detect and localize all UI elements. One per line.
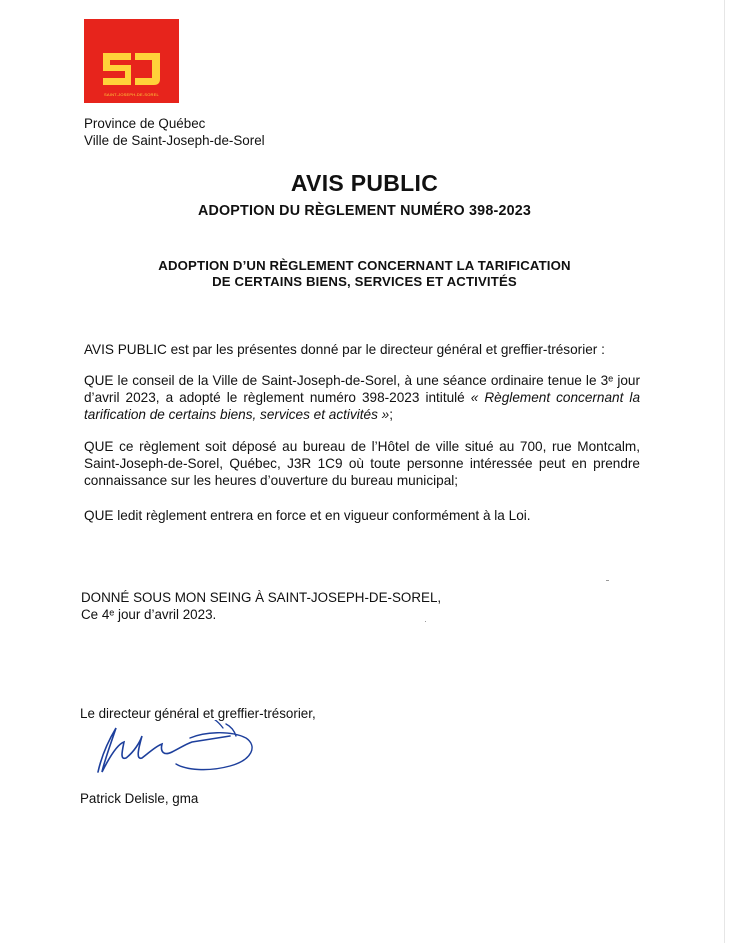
signatory-role: Le directeur général et greffier-trésorier, <box>80 706 316 721</box>
adoption-paragraph-text: QUE le conseil de la Ville de Saint-Joseph-de-Sorel, à une séance ordinaire tenue le 3ᵉ jour d’avril 2023, a adopté le règlement numéro 398-2023 intitulé <box>84 373 640 405</box>
sj-monogram-icon <box>84 19 179 103</box>
scan-speck <box>425 621 426 622</box>
notice-title: AVIS PUBLIC <box>290 170 439 196</box>
notice-heading-line-2: DE CERTAINS BIENS, SERVICES ET ACTIVITÉS <box>212 274 517 289</box>
province-label: Province de Québec <box>84 116 206 131</box>
deposit-paragraph: QUE ce règlement soit déposé au bureau de l’Hôtel de ville situé au 700, rue Montcalm, Saint-Joseph-de-Sorel, Québec, J3R 1C9 où toute personne intéressée peut en prendre connaissance sur les heures d’ouverture du bureau municipal; <box>84 439 640 488</box>
given-date: Ce 4ᵉ jour d’avril 2023. <box>81 607 217 622</box>
adoption-paragraph <box>84 373 640 423</box>
page-edge <box>724 0 725 943</box>
city-label: Ville de Saint-Joseph-de-Sorel <box>84 133 265 148</box>
given-under-seal: DONNÉ SOUS MON SEING À SAINT-JOSEPH-DE-SOREL, <box>81 590 442 605</box>
scan-speck <box>606 580 609 581</box>
notice-subtitle: ADOPTION DU RÈGLEMENT NUMÉRO 398-2023 <box>197 203 532 219</box>
notice-heading-line-1: ADOPTION D’UN RÈGLEMENT CONCERNANT LA TARIFICATION <box>158 258 571 273</box>
intro-paragraph: AVIS PUBLIC est par les présentes donné par le directeur général et greffier-trésorier : <box>84 342 605 357</box>
logo-caption: SAINT-JOSEPH-DE-SOREL <box>104 92 159 97</box>
effect-paragraph: QUE ledit règlement entrera en force et en vigueur conformément à la Loi. <box>84 508 531 523</box>
adoption-paragraph-end: ; <box>389 406 394 422</box>
signatory-name: Patrick Delisle, gma <box>80 791 199 806</box>
city-logo <box>84 19 179 103</box>
bylaw-title: « Règlement concernant la tarification de certains biens, services et activités » <box>84 389 641 422</box>
handwritten-signature <box>80 720 270 782</box>
